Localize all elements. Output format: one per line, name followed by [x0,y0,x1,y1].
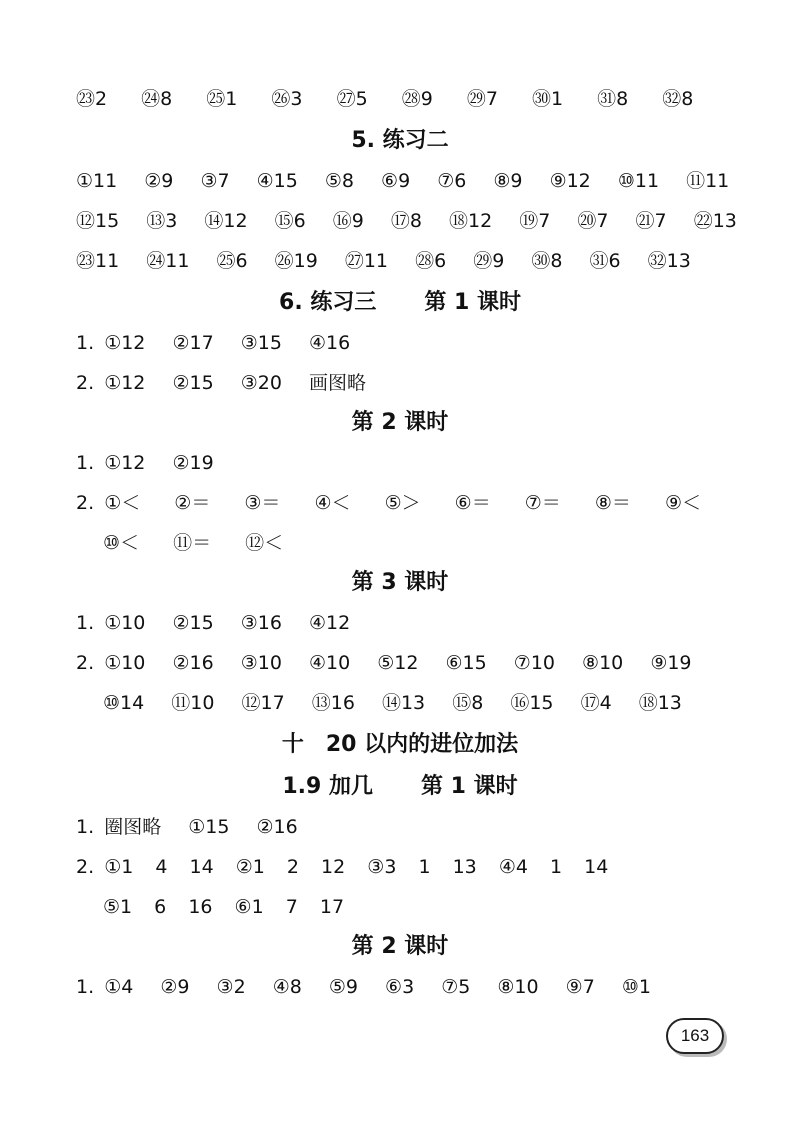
chapter-heading: 十 20 以内的进位加法 [281,732,519,757]
answer-item: ⑰8 [390,210,422,232]
answer-item: 4 [155,856,168,878]
answer-item: ③15 [240,332,282,354]
answer-row [76,854,760,880]
question-number: 1. [76,816,95,838]
answer-item: ④8 [272,976,302,998]
answer-item: ③2 [216,976,246,998]
answer-item: ⑮6 [274,210,306,232]
answer-item: ②＝ [174,492,211,514]
answer-item: ㉚8 [531,250,563,272]
answer-item: ②19 [172,452,214,474]
answer-item: ㉗11 [344,250,389,272]
answer-item: ⑤12 [377,652,419,674]
section-heading: 第 2 课时 [351,934,449,959]
section-heading: 第 2 课时 [351,410,449,435]
answer-item: ⑫17 [241,692,285,714]
answer-item: ⑦6 [437,170,467,192]
answer-item: ㉓11 [76,250,120,272]
answer-item: ⑦5 [441,976,471,998]
answer-item: 17 [319,896,345,918]
answer-item: ㉕1 [206,88,238,110]
answer-item: ㉔8 [141,88,173,110]
answer-item: ⑩11 [617,170,660,192]
answer-row [76,814,760,840]
answer-item: 6 [154,896,167,918]
answer-row [76,208,760,234]
heading-part: 6. 练习三 [279,290,377,315]
answer-item: ⑭13 [381,692,426,714]
answer-item: ⑨12 [549,170,591,192]
answer-item: ⑤9 [328,976,358,998]
question-number: 1. [76,976,95,998]
question-number: 1. [76,612,95,634]
answer-item: 14 [189,856,214,878]
answer-item: ⑭12 [204,210,248,232]
answer-item: 1 [418,856,431,878]
answer-item: ②15 [172,612,214,634]
answer-item: ③7 [200,170,230,192]
section-heading: 第 3 课时 [351,570,449,595]
answer-item: ③＝ [244,492,281,514]
answer-item: ⑳7 [577,210,609,232]
answer-item: ⑧9 [493,170,523,192]
answer-row [76,86,760,112]
answer-item: ④16 [308,332,351,354]
answer-item: ②16 [256,816,298,838]
question-number: 2. [76,372,95,394]
answer-item: ㉘6 [415,250,447,272]
answer-item: 14 [584,856,609,878]
answer-item: ㉚1 [531,88,564,110]
answer-item: 16 [188,896,213,918]
answer-row [76,330,760,356]
answer-row [103,690,760,716]
answer-item: ③16 [240,612,282,634]
answer-row [76,974,760,1000]
answer-item: ㉑7 [635,210,667,232]
answer-item: ⑱12 [449,210,493,232]
answer-item: ⑨7 [565,976,595,998]
answer-row [76,370,760,396]
answer-item: ④＜ [314,492,351,514]
question-number: 1. [76,452,95,474]
answer-item: ㉜13 [647,250,691,272]
answer-item: ⑩1 [621,976,651,998]
answer-row [76,168,760,194]
answer-row [76,610,760,636]
answer-item: ②9 [160,976,190,998]
answer-item: ④10 [308,652,351,674]
answer-item: ③20 [240,372,282,394]
answer-item: ㉔11 [146,250,190,272]
answer-item: ⑰4 [580,692,612,714]
answer-item: ⑥9 [381,170,411,192]
answer-item: 12 [321,856,346,878]
answer-item: ⑬16 [311,692,355,714]
answer-item: ②17 [172,332,214,354]
answer-item: ③10 [240,652,282,674]
answer-item: ㉗5 [336,88,368,110]
answer-item: ①11 [76,170,118,192]
answer-item: 13 [452,856,477,878]
answer-item: ㉖3 [271,88,303,110]
answer-item: ㉖19 [274,250,318,272]
answer-item: ⑥1 [234,896,264,918]
answer-item: ⑥3 [385,976,415,998]
answer-item: ④4 [498,856,528,878]
answer-item: ㉙9 [473,250,505,272]
answer-item: ①10 [104,652,146,674]
answer-item: ㉛6 [589,250,621,272]
answer-item: 1 [550,856,563,878]
answer-item: ⑮8 [452,692,484,714]
heading-part: 1.9 加几 [282,774,373,799]
answer-item: ④15 [256,170,298,192]
answer-item: ①12 [104,332,146,354]
page-number: 163 [666,1018,724,1054]
answer-item: ①12 [104,372,146,394]
answer-item: ⑤1 [103,896,133,918]
question-number: 1. [76,332,95,354]
answer-item: ②16 [172,652,214,674]
answer-item: ⑫＜ [245,532,284,554]
answer-item: ④12 [308,612,351,634]
answer-item: ①15 [188,816,230,838]
section-heading: 5. 练习二 [351,128,449,153]
answer-item: ①＜ [104,492,141,514]
answer-item: ⑬3 [146,210,178,232]
answer-item: ⑧10 [582,652,624,674]
answer-row [103,530,760,556]
answer-row [76,490,760,516]
answer-item: ①10 [104,612,146,634]
answer-item: ㉘9 [401,88,433,110]
answer-item: ①1 [104,856,134,878]
question-number: 2. [76,856,95,878]
answer-item: ①4 [104,976,134,998]
section-heading [0,288,800,318]
answer-item: ⑱13 [638,692,682,714]
answer-item: ①12 [104,452,146,474]
answer-item: ⑫15 [76,210,120,232]
answer-item: ⑦＝ [524,492,561,514]
answer-item: ㉒13 [693,210,737,232]
answer-item: 2 [286,856,299,878]
answer-item: ⑪＝ [173,532,212,554]
section-heading [0,772,800,802]
answer-item: ⑩＜ [103,532,140,554]
answer-item: ⑩14 [103,692,145,714]
answer-item: ②15 [172,372,214,394]
answer-item: ⑧10 [497,976,539,998]
answer-row [76,450,760,476]
answer-item: 圈图略 [104,816,162,838]
answer-item: ㉙7 [466,88,498,110]
answer-row [103,894,760,920]
heading-part: 第 1 课时 [424,290,521,315]
answer-item: ⑪11 [686,170,730,192]
answer-item: ㉓2 [76,88,108,110]
answer-item: ⑨19 [650,652,692,674]
answer-item: ⑥＝ [454,492,491,514]
answer-item: ②1 [235,856,265,878]
answer-row [76,248,760,274]
answer-item: ⑯9 [332,210,364,232]
answer-item: ㉜8 [662,88,694,110]
answer-item: ⑤＞ [384,492,421,514]
answer-item: ⑧＝ [594,492,631,514]
answer-item: ⑯15 [510,692,554,714]
answer-item: ⑲7 [519,210,551,232]
answer-item: ⑤8 [324,170,354,192]
heading-part: 第 1 课时 [421,774,518,799]
answer-item: ②9 [144,170,174,192]
answer-row [76,650,760,676]
answer-item: ㉕6 [216,250,248,272]
question-number: 2. [76,492,95,514]
answer-item: ⑦10 [513,652,555,674]
answer-item: 画图略 [308,372,366,394]
answer-item: ③3 [367,856,397,878]
answer-item: ⑨＜ [664,492,701,514]
answer-item: ㉛8 [597,88,629,110]
answer-item: 7 [285,896,298,918]
question-number: 2. [76,652,95,674]
answer-item: ⑥15 [445,652,487,674]
answer-item: ⑪10 [171,692,215,714]
